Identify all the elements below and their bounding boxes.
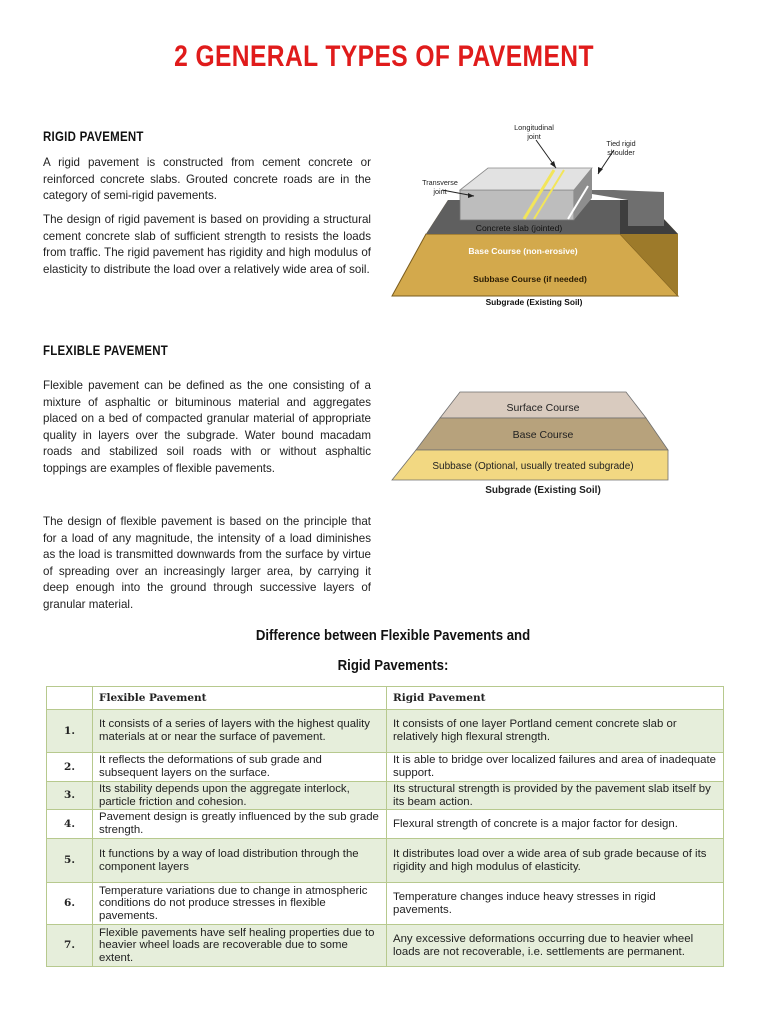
header-flexible: Flexible Pavement	[93, 687, 387, 710]
rigid-cell: Any excessive deformations occurring due to heavier wheel loads are not recoverable, i.e. settlements are permanent.	[387, 925, 724, 967]
rigid-pavement-diagram	[388, 118, 688, 314]
flexible-cell: Flexible pavements have self healing properties due to heavier wheel loads are recoverable due to some extent.	[93, 925, 387, 967]
flexible-paragraph-2: The design of flexible pavement is based on the principle that for a load of any magnitude, the intensity of a load diminishes as the load is transmitted downwards from the surface by virtue of spreading over an increasingly larger area, by carrying it deep enough into the ground through successive layers of granular material.	[43, 515, 371, 611]
rigid-cell: It consists of one layer Portland cement concrete slab or relatively high flexural strength.	[387, 710, 724, 753]
table-row	[47, 839, 724, 883]
rigid-cell: Its structural strength is provided by the pavement slab itself by its beam action.	[387, 782, 724, 810]
subgrade-label: Subgrade (Existing Soil)	[485, 297, 583, 307]
rigid-cell: It is able to bridge over localized failures and area of inadequate support.	[387, 753, 724, 782]
table-row	[47, 710, 724, 753]
concrete-slab-front	[460, 190, 574, 220]
table-row	[47, 753, 724, 782]
header-rigid: Rigid Pavement	[387, 687, 724, 710]
flexible-cell: Temperature variations due to change in atmospheric conditions do not produce stresses in flexible pavements.	[93, 883, 387, 925]
rigid-paragraph-1: A rigid pavement is constructed from cement concrete or reinforced concrete slabs. Grouted concrete roads are in the category of semi-rigid pavements.	[43, 156, 371, 202]
comparison-table	[46, 686, 724, 967]
row-number: 5.	[47, 839, 93, 883]
longitudinal-joint-arrowhead	[550, 161, 556, 168]
flexible-pavement-heading: FLEXIBLE PAVEMENT	[43, 343, 169, 358]
flexible-cell: It reflects the deformations of sub grade and subsequent layers on the surface.	[93, 753, 387, 782]
flexible-cell: Its stability depends upon the aggregate interlock, particle friction and cohesion.	[93, 782, 387, 810]
longitudinal-joint-label-2: joint	[527, 132, 541, 141]
rigid-paragraph-2: The design of rigid pavement is based on providing a structural cement concrete slab of sufficient strength to resists the loads from traffic. The rigid pavement has rigidity and high modulus of elasticity to distribute the load over a relatively wide area of soil.	[43, 213, 371, 276]
table-row	[47, 883, 724, 925]
concrete-slab-label: Concrete slab (jointed)	[475, 223, 563, 233]
header-number	[47, 687, 93, 710]
rigid-pavement-heading: RIGID PAVEMENT	[43, 129, 144, 144]
flexible-cell: It consists of a series of layers with the highest quality materials at or near the surface of pavement.	[93, 710, 387, 753]
tied-shoulder-label-2: shoulder	[607, 148, 635, 157]
flexible-pavement-diagram	[390, 388, 670, 500]
page-title: 2 GENERAL TYPES OF PAVEMENT	[174, 40, 594, 73]
tied-shoulder-label-1: Tied rigid	[606, 139, 636, 148]
base-course-label: Base Course (non-erosive)	[468, 246, 578, 256]
flexible-paragraph-1: Flexible pavement can be defined as the one consisting of a mixture of asphaltic or bituminous material and aggregates placed on a bed of compacted granular material of appropriate quality in layers over the subgrade. Water bound macadam roads and stabilized soil roads with or without asphaltic toppings are examples of flexible pavements.	[43, 379, 371, 475]
table-row	[47, 782, 724, 810]
table-row	[47, 925, 724, 967]
rigid-cell: Temperature changes induce heavy stresses in rigid pavements.	[387, 883, 724, 925]
table-header-row	[47, 687, 724, 710]
longitudinal-joint-label-1: Longitudinal	[514, 123, 554, 132]
difference-title-line-2: Rigid Pavements:	[337, 657, 449, 674]
base-course-label: Base Course	[512, 429, 574, 441]
table-row	[47, 810, 724, 839]
subbase-course-label: Subbase Course (if needed)	[473, 274, 587, 284]
surface-course-label: Surface Course	[506, 402, 580, 414]
row-number: 2.	[47, 753, 93, 782]
row-number: 3.	[47, 782, 93, 810]
transverse-joint-label-1: Transverse	[422, 178, 458, 187]
rigid-cell: Flexural strength of concrete is a major factor for design.	[387, 810, 724, 839]
rigid-cell: It distributes load over a wide area of sub grade because of its rigidity and high modulus of elasticity.	[387, 839, 724, 883]
flexible-cell: It functions by a way of load distribution through the component layers	[93, 839, 387, 883]
flexible-cell: Pavement design is greatly influenced by the sub grade strength.	[93, 810, 387, 839]
row-number: 7.	[47, 925, 93, 967]
row-number: 1.	[47, 710, 93, 753]
difference-title-line-1: Difference between Flexible Pavements and	[255, 627, 531, 644]
row-number: 4.	[47, 810, 93, 839]
concrete-slab-top	[460, 168, 592, 190]
row-number: 6.	[47, 883, 93, 925]
subbase-label: Subbase (Optional, usually treated subgrade)	[432, 461, 634, 472]
transverse-joint-label-2: joint	[433, 187, 447, 196]
subgrade-label: Subgrade (Existing Soil)	[485, 485, 601, 496]
